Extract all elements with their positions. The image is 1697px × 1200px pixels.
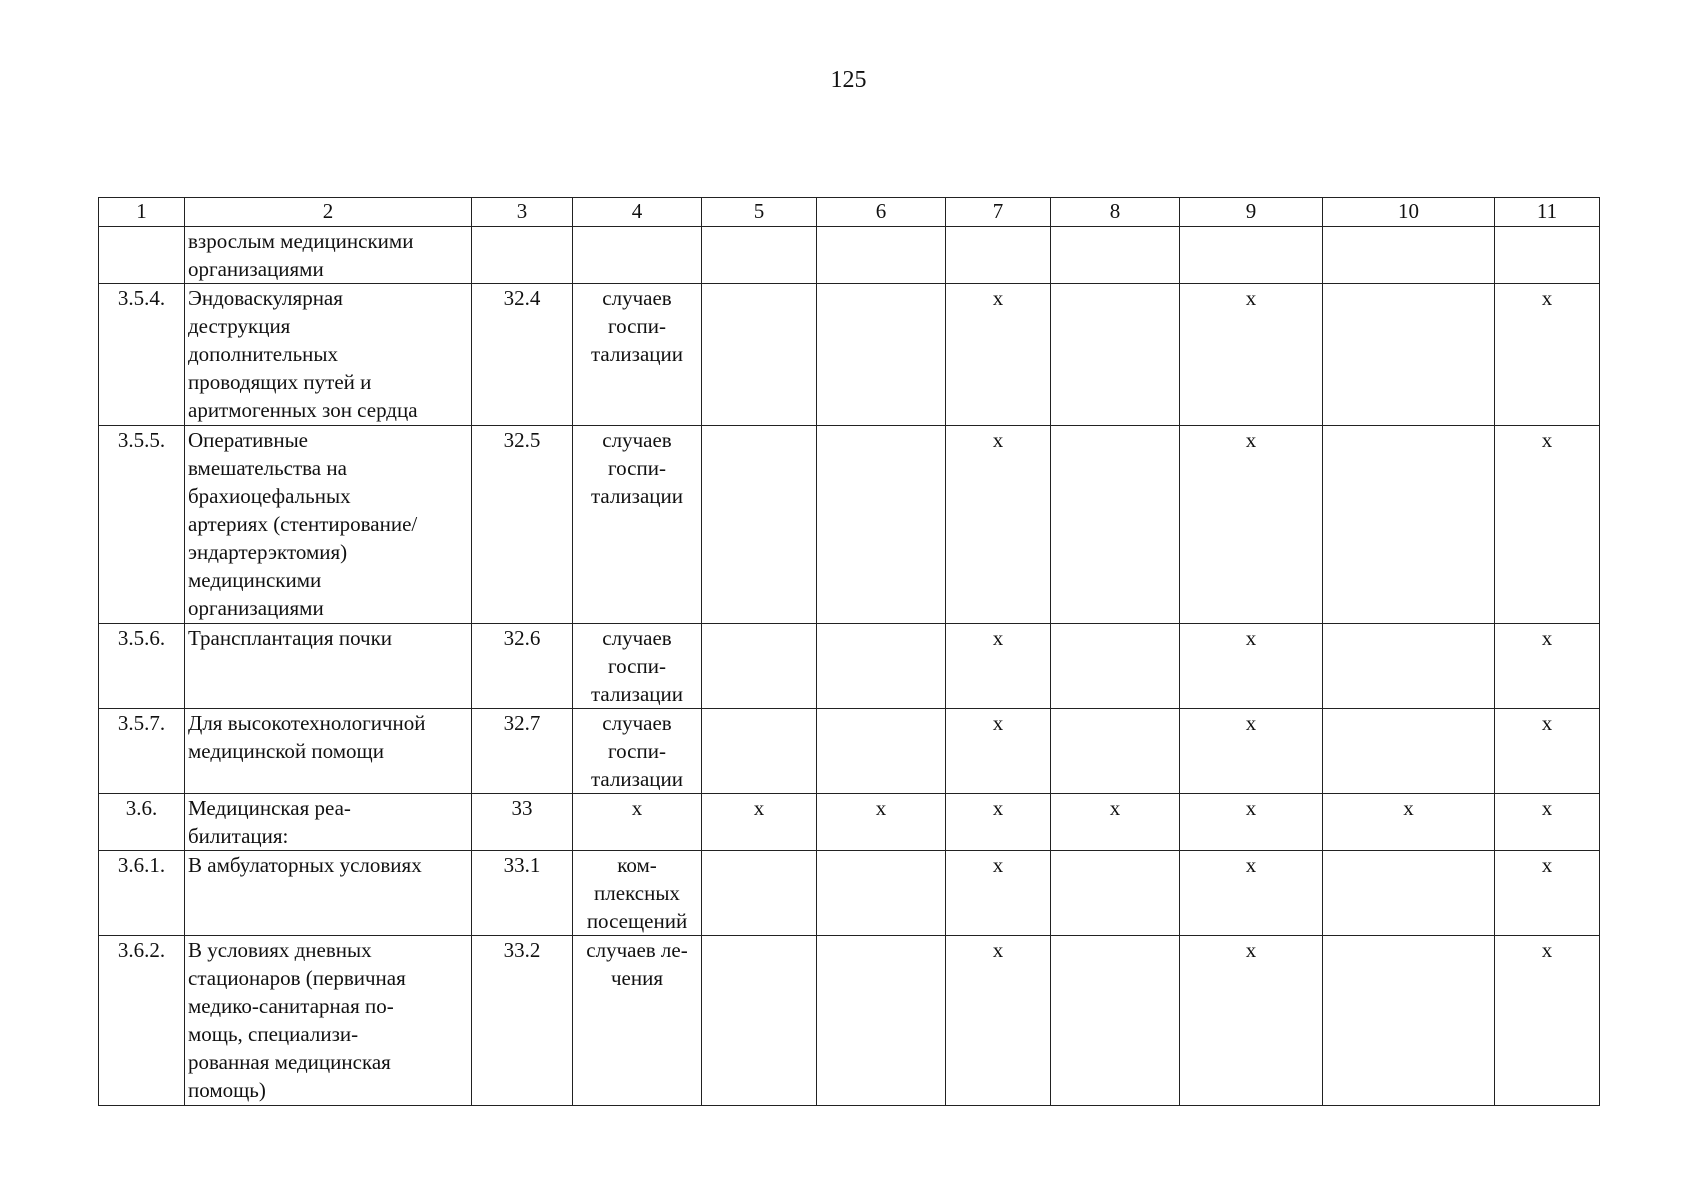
cell-col-8: х (1051, 794, 1180, 851)
cell-col-11: х (1495, 426, 1600, 624)
row-unit: х (573, 794, 702, 851)
cell-col-5: х (702, 794, 817, 851)
cell-col-10 (1323, 624, 1495, 709)
column-header: 3 (472, 198, 573, 227)
table-row (99, 936, 1600, 1106)
cell-col-7: х (946, 426, 1051, 624)
cell-col-8 (1051, 284, 1180, 426)
row-number: 3.5.4. (99, 284, 185, 426)
row-name: взрослым медицинскими организациями (185, 227, 472, 284)
cell-col-6 (817, 227, 946, 284)
cell-col-5 (702, 936, 817, 1106)
cell-col-7: х (946, 936, 1051, 1106)
cell-col-8 (1051, 851, 1180, 936)
cell-col-8 (1051, 227, 1180, 284)
row-unit: случаев госпи- тализации (573, 284, 702, 426)
cell-col-8 (1051, 426, 1180, 624)
cell-col-7: х (946, 624, 1051, 709)
column-header: 2 (185, 198, 472, 227)
cell-col-10 (1323, 426, 1495, 624)
cell-col-9: х (1180, 794, 1323, 851)
row-unit: случаев ле- чения (573, 936, 702, 1106)
row-name: В условиях дневных стационаров (первичная медико-санитарная по- мощь, специализи- рованная медицинская помощь) (185, 936, 472, 1106)
cell-col-10: х (1323, 794, 1495, 851)
cell-col-6 (817, 709, 946, 794)
cell-col-9: х (1180, 284, 1323, 426)
column-header: 8 (1051, 198, 1180, 227)
column-header: 6 (817, 198, 946, 227)
row-code (472, 227, 573, 284)
cell-col-9: х (1180, 709, 1323, 794)
cell-col-11: х (1495, 709, 1600, 794)
cell-col-6 (817, 936, 946, 1106)
row-unit: случаев госпи- тализации (573, 624, 702, 709)
cell-col-7 (946, 227, 1051, 284)
cell-col-5 (702, 709, 817, 794)
row-code: 32.4 (472, 284, 573, 426)
cell-col-11: х (1495, 794, 1600, 851)
row-number: 3.6.2. (99, 936, 185, 1106)
column-header: 4 (573, 198, 702, 227)
table-row (99, 227, 1600, 284)
row-number (99, 227, 185, 284)
cell-col-7: х (946, 284, 1051, 426)
cell-col-9: х (1180, 426, 1323, 624)
row-number: 3.5.6. (99, 624, 185, 709)
page-number: 125 (830, 67, 867, 93)
column-header: 10 (1323, 198, 1495, 227)
column-header: 11 (1495, 198, 1600, 227)
cell-col-6 (817, 624, 946, 709)
cell-col-5 (702, 227, 817, 284)
cell-col-5 (702, 426, 817, 624)
table-header-row (99, 198, 1600, 227)
row-name: Медицинская реа- билитация: (185, 794, 472, 851)
cell-col-11: х (1495, 284, 1600, 426)
table-row (99, 624, 1600, 709)
row-code: 33 (472, 794, 573, 851)
row-code: 33.2 (472, 936, 573, 1106)
row-code: 32.5 (472, 426, 573, 624)
data-table (98, 197, 1600, 1106)
cell-col-10 (1323, 227, 1495, 284)
cell-col-10 (1323, 709, 1495, 794)
cell-col-7: х (946, 794, 1051, 851)
cell-col-6 (817, 851, 946, 936)
cell-col-9: х (1180, 851, 1323, 936)
row-code: 33.1 (472, 851, 573, 936)
table-row (99, 284, 1600, 426)
cell-col-10 (1323, 936, 1495, 1106)
cell-col-6 (817, 426, 946, 624)
cell-col-11: х (1495, 624, 1600, 709)
table-row (99, 426, 1600, 624)
cell-col-10 (1323, 284, 1495, 426)
cell-col-5 (702, 624, 817, 709)
cell-col-7: х (946, 851, 1051, 936)
cell-col-5 (702, 284, 817, 426)
column-header: 7 (946, 198, 1051, 227)
row-number: 3.6.1. (99, 851, 185, 936)
table-row (99, 794, 1600, 851)
row-unit: случаев госпи- тализации (573, 426, 702, 624)
row-name: Оперативные вмешательства на брахиоцефальных артериях (стентирование/ эндартерэктомия) медицинскими организациями (185, 426, 472, 624)
row-unit (573, 227, 702, 284)
cell-col-10 (1323, 851, 1495, 936)
row-name: Эндоваскулярная деструкция дополнительных проводящих путей и аритмогенных зон сердца (185, 284, 472, 426)
row-unit: ком- плексных посещений (573, 851, 702, 936)
cell-col-11: х (1495, 936, 1600, 1106)
cell-col-8 (1051, 624, 1180, 709)
column-header: 9 (1180, 198, 1323, 227)
cell-col-6: х (817, 794, 946, 851)
row-code: 32.6 (472, 624, 573, 709)
column-header: 1 (99, 198, 185, 227)
cell-col-8 (1051, 936, 1180, 1106)
cell-col-11: х (1495, 851, 1600, 936)
row-code: 32.7 (472, 709, 573, 794)
cell-col-6 (817, 284, 946, 426)
cell-col-9: х (1180, 936, 1323, 1106)
row-number: 3.6. (99, 794, 185, 851)
cell-col-11 (1495, 227, 1600, 284)
cell-col-7: х (946, 709, 1051, 794)
row-name: В амбулаторных условиях (185, 851, 472, 936)
row-name: Трансплантация почки (185, 624, 472, 709)
cell-col-9: х (1180, 624, 1323, 709)
cell-col-9 (1180, 227, 1323, 284)
cell-col-5 (702, 851, 817, 936)
row-name: Для высокотехнологичной медицинской помощи (185, 709, 472, 794)
table-row (99, 709, 1600, 794)
row-unit: случаев госпи- тализации (573, 709, 702, 794)
row-number: 3.5.7. (99, 709, 185, 794)
cell-col-8 (1051, 709, 1180, 794)
column-header: 5 (702, 198, 817, 227)
table-row (99, 851, 1600, 936)
row-number: 3.5.5. (99, 426, 185, 624)
